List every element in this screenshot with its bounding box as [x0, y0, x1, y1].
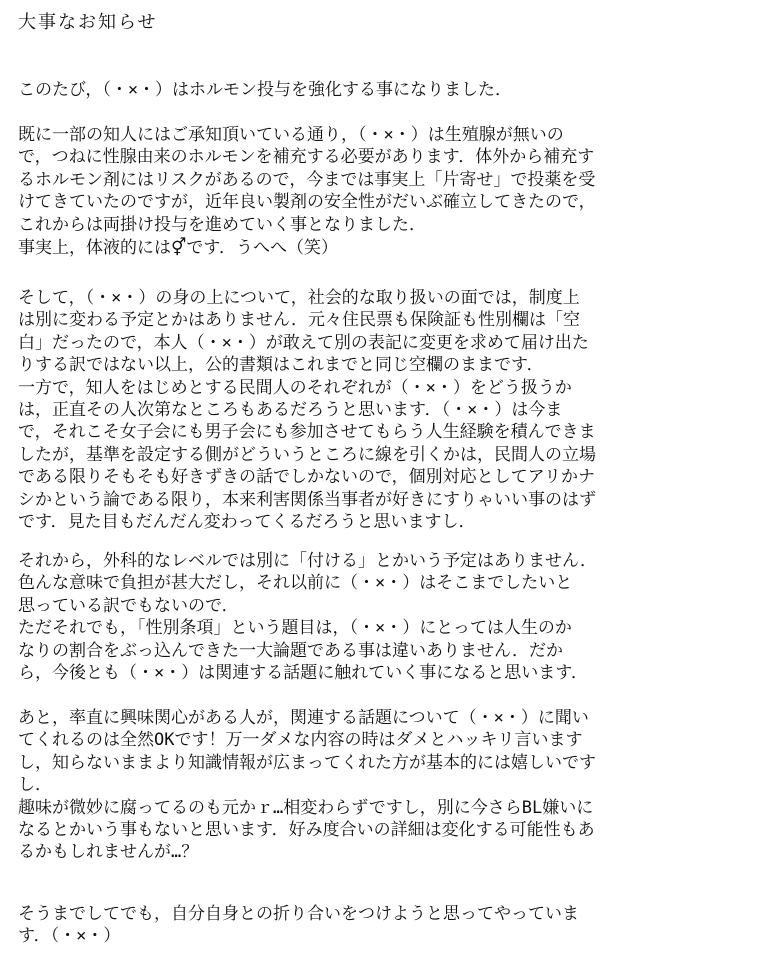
paragraph-line: で，それこそ女子会にも男子会にも参加させてもらう人生経験を積んできま — [18, 422, 596, 443]
paragraph-line: そうまでしてでも，自分自身との折り合いをつけようと思ってやっていま — [18, 904, 579, 924]
paragraph-line: したが，基準を設定する側がどういうところに線を引くかは，民間人の立場 — [18, 444, 596, 465]
paragraph-line: ら，今後とも（・×・）は関連する話題に触れていく事になると思います． — [18, 662, 588, 683]
paragraph-line: このたび，（・×・）はホルモン投与を強化する事になりました． — [18, 80, 513, 100]
paragraph-line: それから，外科的なレベルでは別に「付ける」とかいう予定はありません． — [18, 551, 598, 571]
paragraph-line: で，つねに性腺由来のホルモンを補充する必要があります．体外から補充す — [18, 147, 595, 168]
paragraph-line: 趣味が微妙に腐ってるのも元かｒ…相変わらずですし，別に今さらBL嫌いに — [18, 797, 594, 818]
paragraph-line: し，知らないままより知識情報が広まってくれた方が基本的には嬉しいです — [18, 752, 596, 773]
paragraph-line: 既に一部の知人にはご承知頂いている通り，（・×・）は生殖腺が無いの — [18, 125, 564, 145]
paragraph-line: なるとかいう事もないと思います．好み度合いの詳細は変化する可能性もあ — [18, 819, 595, 840]
paragraph-line: す．（・×・） — [18, 926, 121, 947]
paragraph-line: である限りそもそも好きずきの話でしかないので，個別対応としてアリかナ — [18, 467, 595, 488]
paragraph-line: 思っている訳でもないので． — [18, 595, 239, 616]
paragraph-line: 色んな意味で負担が甚大だし，それ以前に（・×・）はそこまでしたいと — [18, 573, 573, 594]
body-fluid-paragraph — [18, 237, 766, 259]
hormone-paragraph — [18, 124, 766, 236]
paragraph-line: 白」だったので，本人（・×・）が敢えて別の表記に変更を求めて届け出た — [18, 332, 589, 353]
paragraph-line: るかもしれませんが…？ — [18, 842, 199, 863]
intro-paragraph — [18, 79, 766, 101]
surgery-paragraph — [18, 550, 766, 684]
paragraph-line: なりの割合をぶっ込んできた一大論題である事は違いありません．だか — [18, 640, 564, 661]
paragraph-line: るホルモン剤にはリスクがあるので，今までは事実上「片寄せ」で投薬を受 — [18, 169, 596, 190]
paragraph-line: シかという論である限り，本来利害関係当事者が好きにすりゃいい事のはず — [18, 489, 596, 510]
paragraph-line: ただそれでも，「性別条項」という題目は，（・×・）にとっては人生のか — [18, 618, 572, 639]
paragraph-line: てくれるのは全然OKです！万一ダメな内容の時はダメとハッキリ言います — [18, 730, 583, 751]
paragraph-line: けてきていたのですが，近年良い製剤の安全性がだいぶ確立してきたので， — [18, 192, 596, 213]
paragraph-line: です．見た目もだんだん変わってくるだろうと思いますし． — [18, 511, 476, 532]
paragraph-line: 一方で，知人をはじめとする民間人のそれぞれが（・×・）をどう扱うか — [18, 377, 572, 398]
interest-paragraph — [18, 707, 766, 864]
paragraph-line: りする訳ではない以上，公的書類はこれまでと同じ空欄のままです． — [18, 355, 544, 376]
paragraph-line: これからは両掛け投与を進めていく事となりました． — [18, 214, 426, 235]
paragraph-line: は別に変わる予定とかはありません．元々住民票も保険証も性別欄は「空 — [18, 310, 581, 331]
paragraph-line: あと，率直に興味関心がある人が，関連する話題について（・×・）に聞い — [18, 708, 589, 728]
paragraph-line: そして，（・×・）の身の上について，社会的な取り扱いの面では，制度上 — [18, 288, 580, 308]
paragraph-line: は，正直その人次第なところもあるだろうと思います．（・×・）は今ま — [18, 399, 563, 420]
paragraph-line: 事実上，体液的には⚥です．うへへ（笑） — [18, 238, 338, 258]
social-treatment-paragraph — [18, 287, 766, 533]
closing-paragraph — [18, 903, 766, 948]
paragraph-line: し． — [18, 775, 52, 796]
page-title: 大事なお知らせ — [18, 12, 158, 33]
